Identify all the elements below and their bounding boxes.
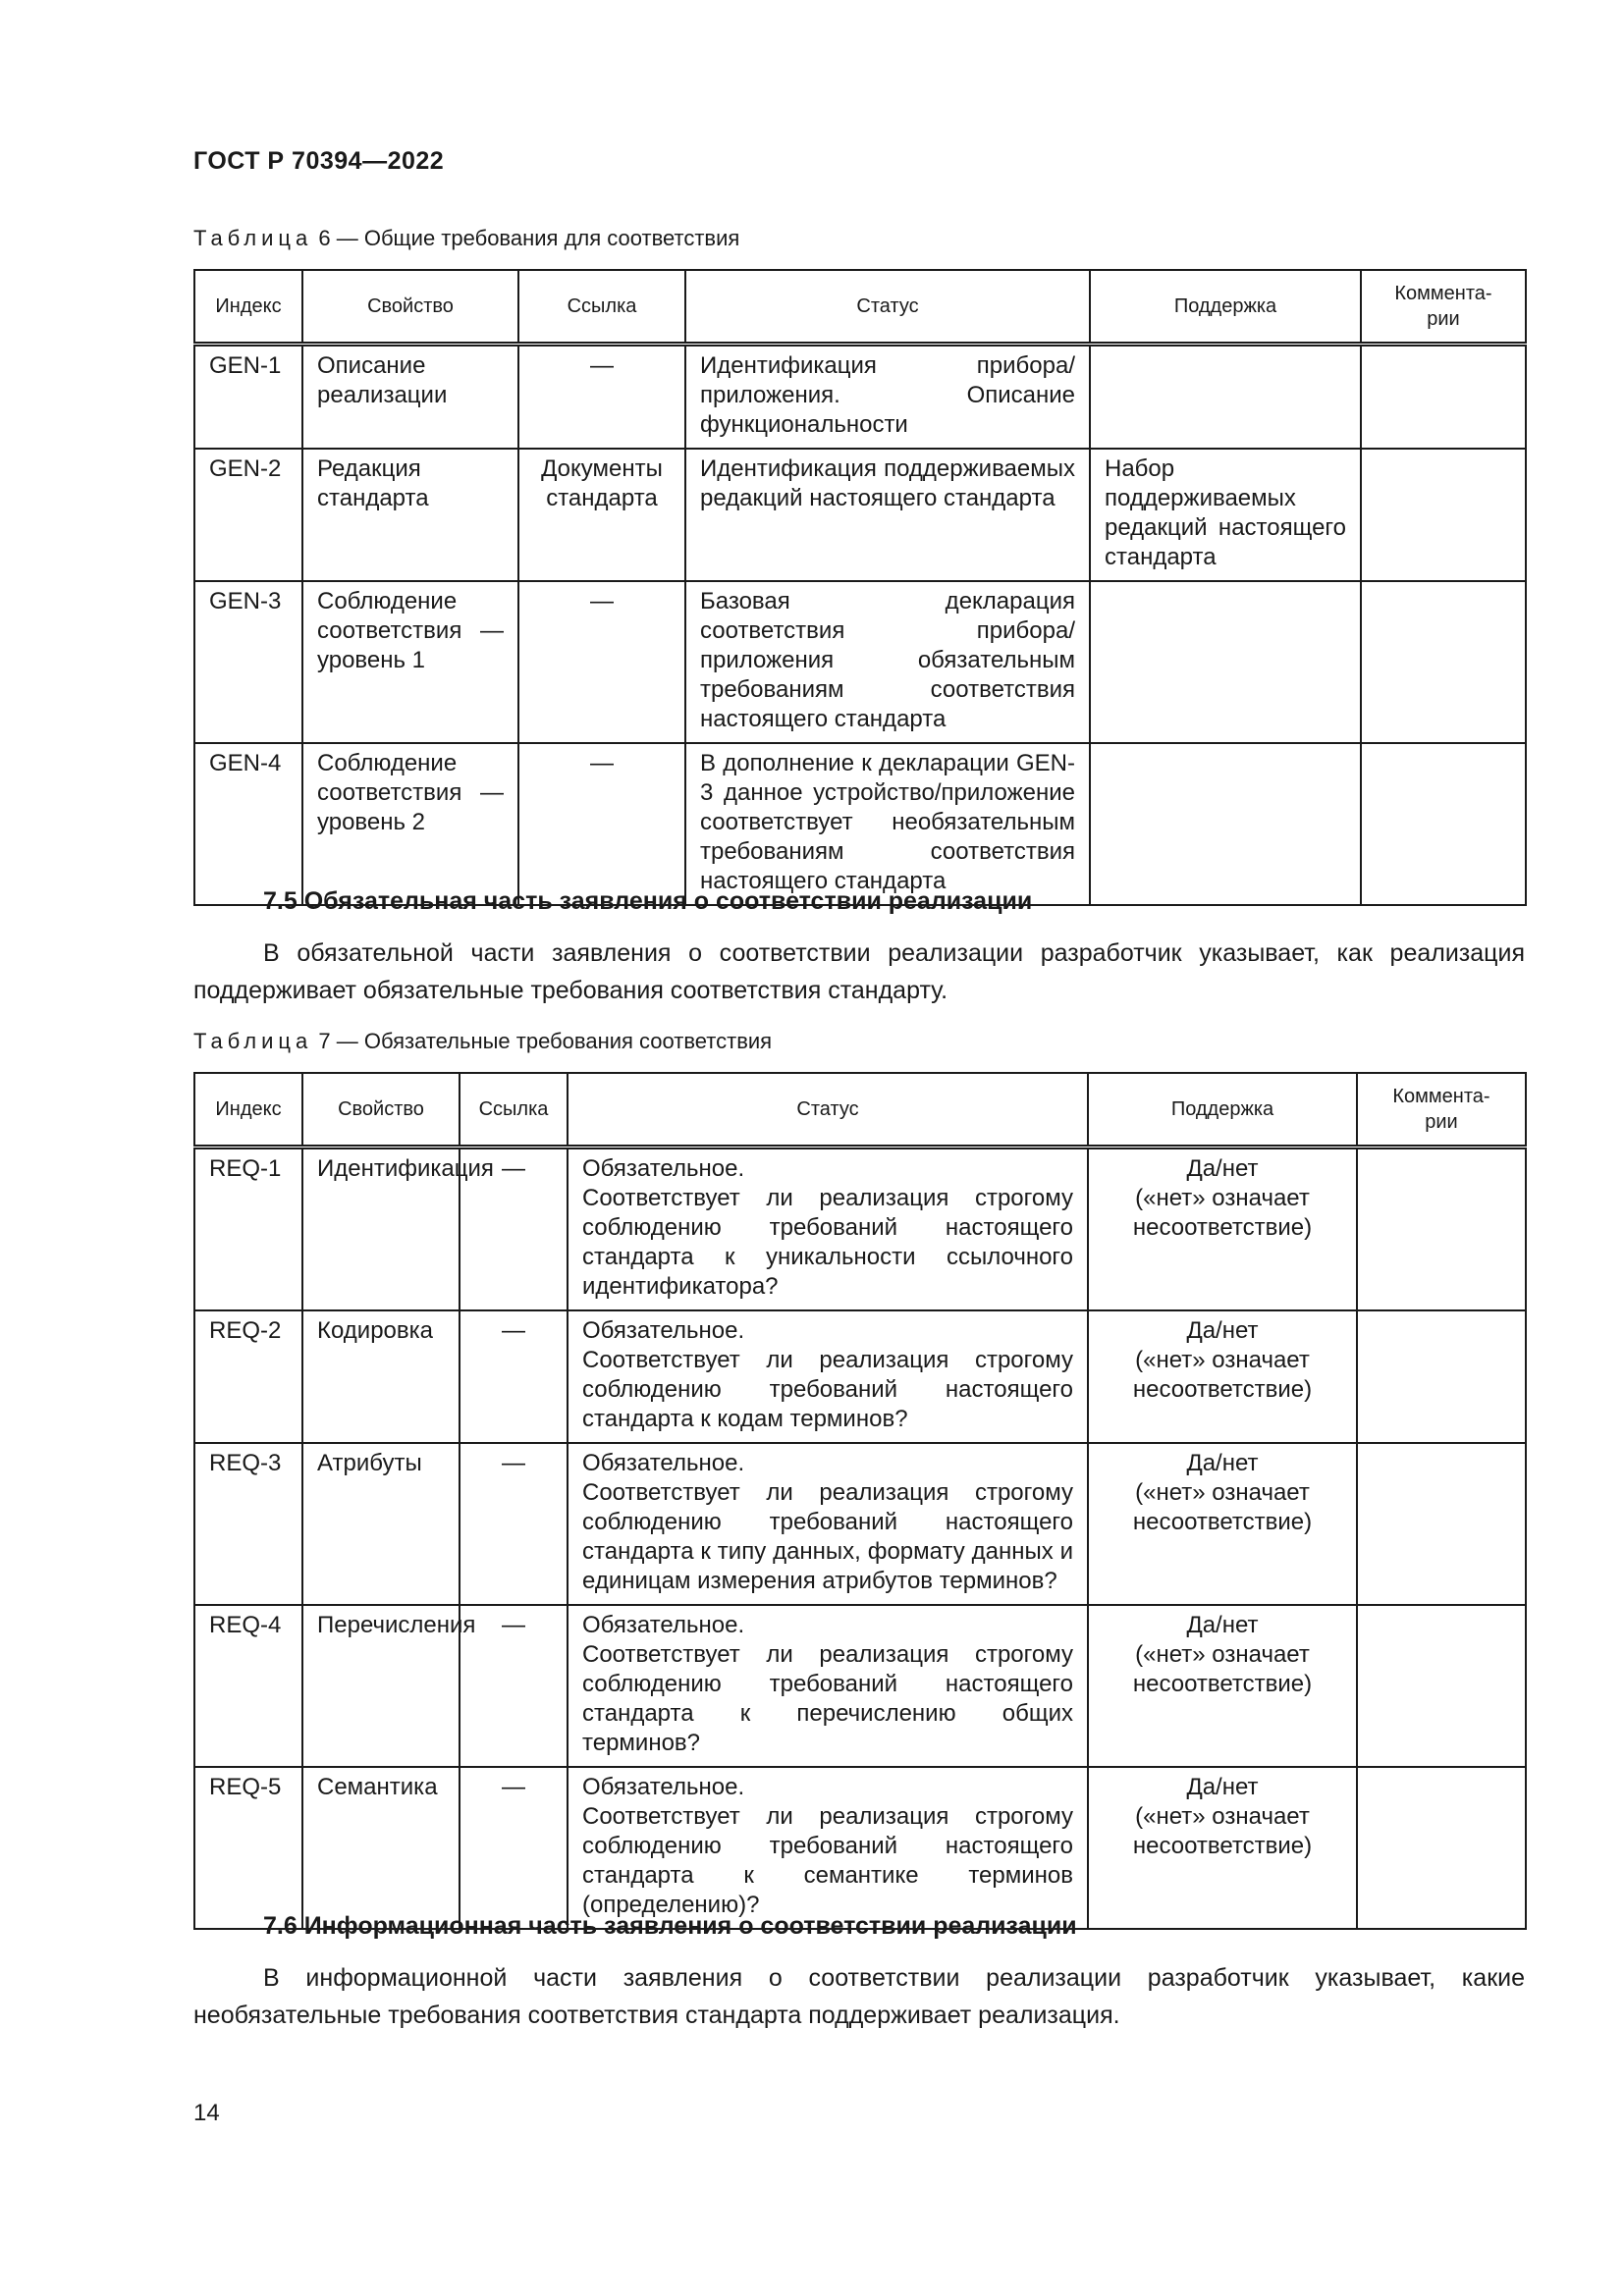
table7-cell-status: Обязательное. Соответствует ли реализация строгому соблюдению требований настоящего стандарта к типу данных, формату данных и единицам измерения атрибутов терминов? (568, 1443, 1088, 1605)
table-row (194, 1310, 1526, 1443)
table7 (193, 1072, 1527, 1930)
table6-cell-comments (1361, 581, 1526, 743)
table7-header-property: Свойство (302, 1073, 460, 1148)
section-7-5-paragraph: В обязательной части заявления о соответствии реализации разработчик указывает, как реализация поддерживает обязательные требования соответствия стандарту. (193, 939, 1525, 1004)
table7-cell-support: Да/нет («нет» означает несоответствие) (1088, 1443, 1357, 1605)
table7-cell-status: Обязательное. Соответствует ли реализация строгому соблюдению требований настоящего стандарта к семантике терминов (определению)? (568, 1767, 1088, 1929)
table7-cell-reference: — (460, 1310, 568, 1443)
table-row (194, 345, 1526, 450)
table-row (194, 1605, 1526, 1767)
table7-cell-support: Да/нет («нет» означает несоответствие) (1088, 1310, 1357, 1443)
table7-cell-support: Да/нет («нет» означает несоответствие) (1088, 1767, 1357, 1929)
table6-cell-support (1090, 581, 1361, 743)
table7-header-row (194, 1073, 1526, 1148)
table6-cell-reference: — (518, 743, 685, 905)
table7-header-status: Статус (568, 1073, 1088, 1148)
table6-caption (193, 226, 739, 251)
table7-caption (193, 1029, 772, 1054)
table7-header-reference: Ссылка (460, 1073, 568, 1148)
table7-caption-prefix: Таблица (193, 1029, 313, 1053)
table6-cell-property: Соблюдение соответствия — уровень 2 (302, 743, 518, 905)
table6-cell-index: GEN-1 (194, 345, 302, 450)
table7-cell-support: Да/нет («нет» означает несоответствие) (1088, 1605, 1357, 1767)
table6-cell-index: GEN-4 (194, 743, 302, 905)
section-7-5-heading: 7.5 Обязательная часть заявления о соответствии реализации (263, 887, 1033, 915)
table6-cell-comments (1361, 449, 1526, 581)
table6-header-property: Свойство (302, 270, 518, 345)
table-row (194, 581, 1526, 743)
table7-cell-reference: — (460, 1443, 568, 1605)
table7-cell-property: Кодировка (302, 1310, 460, 1443)
table6-header-row (194, 270, 1526, 345)
table7-cell-status: Обязательное. Соответствует ли реализация строгому соблюдению требований настоящего стандарта к кодам терминов? (568, 1310, 1088, 1443)
table7-cell-index: REQ-4 (194, 1605, 302, 1767)
table6-cell-property: Редакция стандарта (302, 449, 518, 581)
table-row (194, 449, 1526, 581)
table6-cell-status: Идентификация поддерживаемых редакций настоящего стандарта (685, 449, 1090, 581)
standard-header: ГОСТ Р 70394—2022 (193, 147, 445, 175)
table6-header-reference: Ссылка (518, 270, 685, 345)
table6 (193, 269, 1527, 906)
table6-caption-prefix: Таблица (193, 226, 313, 250)
table6-header-comments: Коммента- рии (1361, 270, 1526, 345)
table7-cell-index: REQ-1 (194, 1148, 302, 1311)
table-row (194, 1148, 1526, 1311)
table7-cell-comments (1357, 1310, 1526, 1443)
table7-header-support: Поддержка (1088, 1073, 1357, 1148)
table7-cell-property: Семантика (302, 1767, 460, 1929)
table7-cell-reference: — (460, 1605, 568, 1767)
table6-cell-reference: — (518, 345, 685, 450)
section-7-6-paragraph: В информационной части заявления о соответствии реализации разработчик указывает, какие необязательные требования соответствия стандарта поддерживает реализация. (193, 1964, 1525, 2029)
table6-cell-status: В дополнение к декларации GEN-3 данное устройство/приложение соответствует необязательным требованиям соответствия настоящего стандарта (685, 743, 1090, 905)
table7-cell-comments (1357, 1605, 1526, 1767)
table6-cell-status: Базовая декларация соответствия прибора/приложения обязательным требованиям соответствия настоящего стандарта (685, 581, 1090, 743)
page-number: 14 (193, 2100, 220, 2126)
table6-cell-reference: — (518, 581, 685, 743)
table7-cell-reference: — (460, 1148, 568, 1311)
table7-cell-property: Атрибуты (302, 1443, 460, 1605)
table6-cell-support: Набор поддерживаемых редакций настоящего стандарта (1090, 449, 1361, 581)
table6-cell-property: Описание реализации (302, 345, 518, 450)
table6-cell-index: GEN-3 (194, 581, 302, 743)
table6-cell-comments (1361, 345, 1526, 450)
table6-header-status: Статус (685, 270, 1090, 345)
table7-cell-support: Да/нет («нет» означает несоответствие) (1088, 1148, 1357, 1311)
section-7-6-heading: 7.6 Информационная часть заявления о соответствии реализации (263, 1912, 1077, 1940)
table7-cell-status: Обязательное. Соответствует ли реализация строгому соблюдению требований настоящего стандарта к перечислению общих терминов? (568, 1605, 1088, 1767)
table6-cell-reference: Документы стандарта (518, 449, 685, 581)
table7-header-comments: Коммента- рии (1357, 1073, 1526, 1148)
table7-caption-text: 7 — Обязательные требования соответствия (312, 1029, 773, 1053)
table6-caption-text: 6 — Общие требования для соответствия (312, 226, 740, 250)
table7-cell-status: Обязательное. Соответствует ли реализация строгому соблюдению требований настоящего стандарта к уникальности ссылочного идентификатора? (568, 1148, 1088, 1311)
table-row (194, 1443, 1526, 1605)
table6-header-support: Поддержка (1090, 270, 1361, 345)
table-row (194, 1767, 1526, 1929)
table7-cell-comments (1357, 1767, 1526, 1929)
table6-cell-status: Идентификация прибора/приложения. Описание функциональности (685, 345, 1090, 450)
table6-header-index: Индекс (194, 270, 302, 345)
table6-cell-support (1090, 743, 1361, 905)
table-row (194, 743, 1526, 905)
table6-cell-comments (1361, 743, 1526, 905)
table7-cell-comments (1357, 1148, 1526, 1311)
table7-cell-property: Перечисления (302, 1605, 460, 1767)
table6-cell-support (1090, 345, 1361, 450)
table6-cell-index: GEN-2 (194, 449, 302, 581)
table7-header-index: Индекс (194, 1073, 302, 1148)
table7-cell-index: REQ-5 (194, 1767, 302, 1929)
table7-cell-comments (1357, 1443, 1526, 1605)
table7-cell-index: REQ-3 (194, 1443, 302, 1605)
table7-cell-reference: — (460, 1767, 568, 1929)
table7-cell-property: Идентификация (302, 1148, 460, 1311)
table6-cell-property: Соблюдение соответствия — уровень 1 (302, 581, 518, 743)
table7-cell-index: REQ-2 (194, 1310, 302, 1443)
